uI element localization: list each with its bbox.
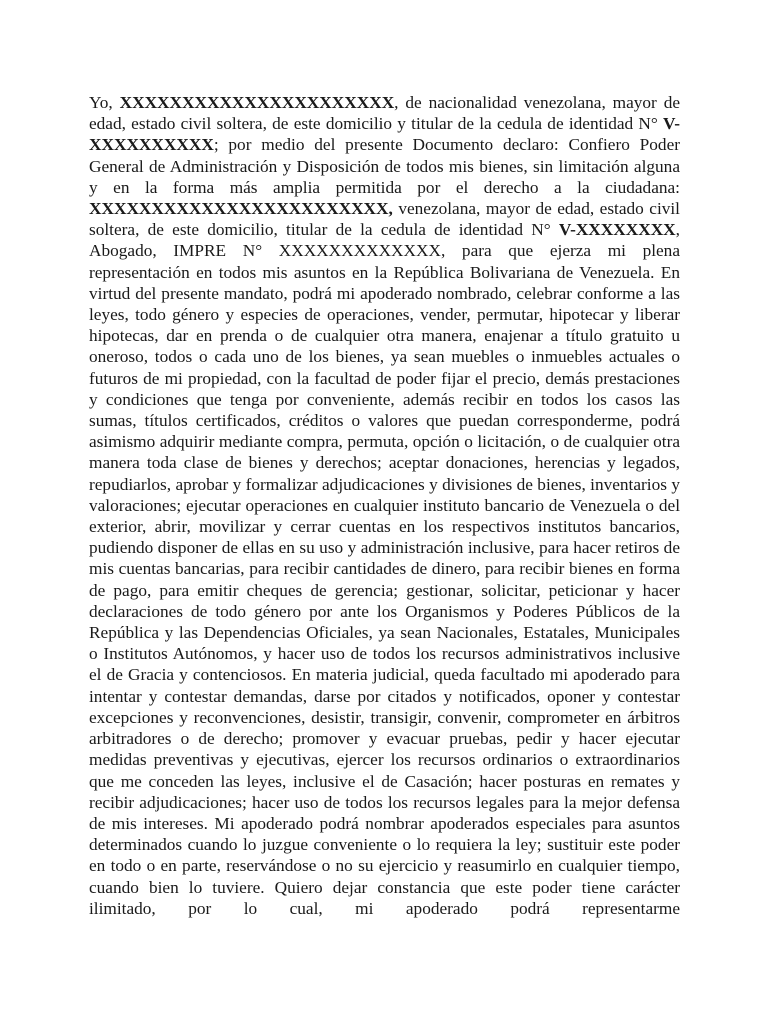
text-run: ; por medio del presente Documento declaro: Confiero Poder General de Administración y Disposición de todos mis bienes, sin limitación alguna y en la forma más amplia permitida por el derecho a la ciudadana: (89, 135, 680, 197)
grantor-name: XXXXXXXXXXXXXXXXXXXXXX (119, 93, 395, 112)
power-of-attorney-paragraph (89, 92, 680, 919)
document-page (89, 92, 680, 919)
attorney-name: XXXXXXXXXXXXXXXXXXXXXXXX, (89, 199, 393, 219)
text-run: , de nacionalidad venezolana, mayor de edad, estado civil soltera, de este domicilio y titular de la cedula de identidad N° (89, 93, 681, 134)
attorney-id-number: V-XXXXXXXX (558, 220, 676, 240)
text-run: venezolana, mayor de edad, estado civil soltera, de este domicilio, titular de la cedula de identidad N° (89, 199, 680, 240)
text-run: , Abogado, IMPRE N° XXXXXXXXXXXXX, para que ejerza mi plena representación en todos mis asuntos en la República Bolivariana de Venezuela. En virtud del presente mandato, podrá mi apoderado nombrado, celebrar conforme a las leyes, todo género y especies de operaciones, vender, permutar, hipotecar y liberar hipotecas, dar en prenda o de cualquier otra manera, enajenar a título gratuito u oneroso, todos o cada uno de los bienes, ya sean muebles o inmuebles actuales o futuros de mi propiedad, con la facultad de poder fijar el precio, demás prestaciones y condiciones que tenga por conveniente, además recibir en todos los casos las sumas, títulos certificados, créditos o valores que puedan corresponderme, podrá asimismo adquirir mediante compra, permuta, opción o licitación, o de cualquier otra manera toda clase de bienes y derechos; aceptar donaciones, herencias y legados, repudiarlos, aprobar y formalizar adjudicaciones y divisiones de bienes, inventarios y valoraciones; ejecutar operaciones en cualquier instituto bancario de Venezuela o del exterior, abrir, movilizar y cerrar cuentas en los respectivos institutos bancarios, pudiendo disponer de ellas en su uso y administración inclusive, para hacer retiros de mis cuentas bancarias, para recibir cantidades de dinero, para recibir bienes en forma de pago, para emitir cheques de gerencia; gestionar, solicitar, peticionar y hacer declaraciones de todo género por ante los Organismos y Poderes Públicos de la República y las Dependencias Oficiales, ya sean Nacionales, Estatales, Municipales o Institutos Autónomos, y hacer uso de todos los recursos administrativos inclusive el de Gracia y contenciosos. En materia judicial, queda facultado mi apoderado para intentar y contestar demandas, darse por citados y notificados, oponer y contestar excepciones y reconvenciones, desistir, transigir, convenir, comprometer en árbitros arbitradores o de derecho; promover y evacuar pruebas, pedir y hacer ejecutar medidas preventivas y ejecutivas, ejercer los recursos ordinarios o extraordinarios que me conceden las leyes, inclusive el de Casación; hacer posturas en remates y recibir adjudicaciones; hacer uso de todos los recursos legales para la mejor defensa de mis intereses. Mi apoderado podrá nombrar apoderados especiales para asuntos determinados cuando lo juzgue conveniente o lo requiera la ley; sustituir este poder en todo o en parte, reservándose o no su ejercicio y reasumirlo en cualquier tiempo, cuando bien lo tuviere. Quiero dejar constancia que este poder tiene carácter ilimitado, por lo cual, mi apoderado podrá representarme (89, 220, 680, 918)
grantor-id-number: V-XXXXXXXXXX (89, 114, 680, 155)
text-run: Yo, (89, 93, 120, 112)
